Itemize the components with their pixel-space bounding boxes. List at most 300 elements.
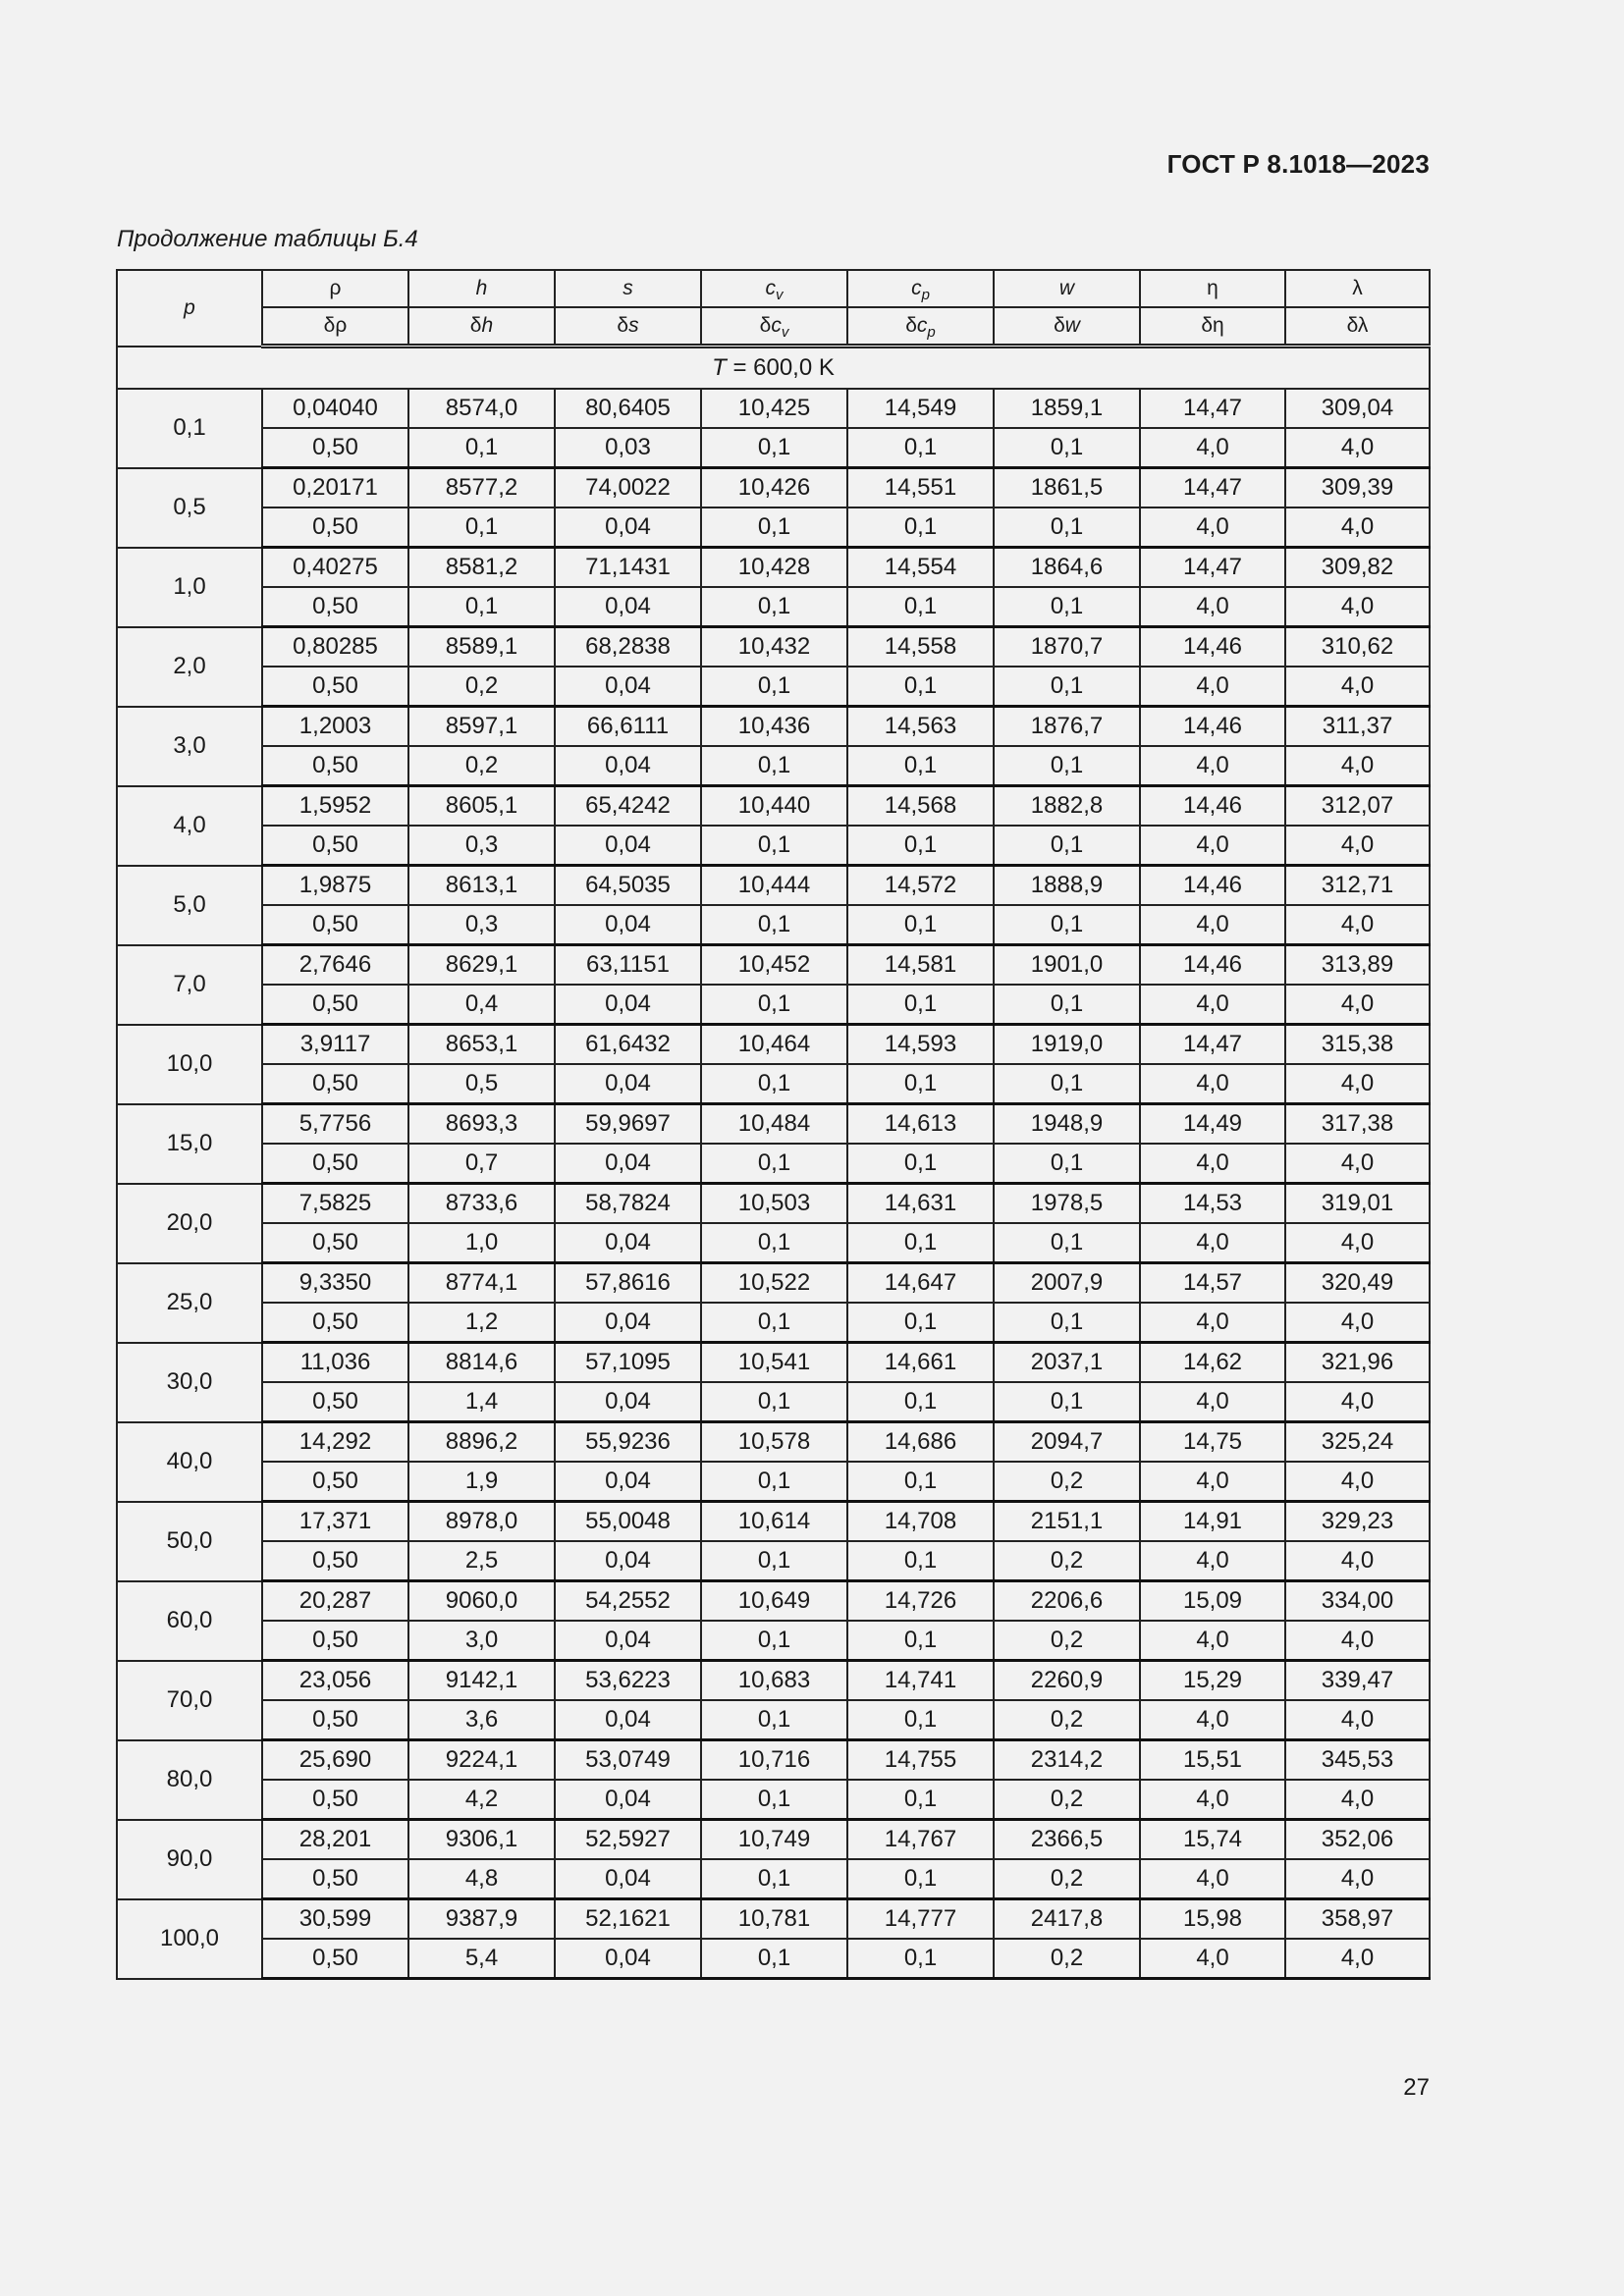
uncertainty-cell: 0,1 bbox=[994, 1144, 1140, 1184]
value-cell: 9387,9 bbox=[408, 1899, 555, 1940]
table-row bbox=[117, 389, 1430, 428]
uncertainty-cell: 4,0 bbox=[1140, 985, 1285, 1025]
uncertainty-cell: 0,1 bbox=[847, 1780, 994, 1820]
table-row bbox=[117, 945, 1430, 986]
value-cell: 10,428 bbox=[701, 548, 847, 588]
table-row-uncertainty bbox=[117, 985, 1430, 1025]
uncertainty-cell: 0,1 bbox=[701, 1223, 847, 1263]
value-cell: 52,1621 bbox=[555, 1899, 701, 1940]
value-cell: 1,2003 bbox=[262, 707, 408, 747]
value-cell: 14,551 bbox=[847, 468, 994, 508]
value-cell: 20,287 bbox=[262, 1581, 408, 1622]
value-cell: 63,1151 bbox=[555, 945, 701, 986]
column-header bbox=[262, 270, 408, 307]
table-row-uncertainty bbox=[117, 1064, 1430, 1104]
uncertainty-cell: 0,1 bbox=[701, 746, 847, 786]
uncertainty-cell: 4,0 bbox=[1140, 746, 1285, 786]
value-cell: 339,47 bbox=[1285, 1661, 1430, 1701]
value-cell: 14,47 bbox=[1140, 389, 1285, 428]
value-cell: 14,686 bbox=[847, 1422, 994, 1463]
value-cell: 2151,1 bbox=[994, 1502, 1140, 1542]
uncertainty-cell: 0,1 bbox=[701, 905, 847, 945]
pressure-header bbox=[117, 270, 262, 347]
uncertainty-cell: 4,0 bbox=[1285, 1859, 1430, 1899]
uncertainty-cell: 0,50 bbox=[262, 1462, 408, 1502]
value-cell: 11,036 bbox=[262, 1343, 408, 1383]
value-cell: 315,38 bbox=[1285, 1025, 1430, 1065]
uncertainty-cell: 0,1 bbox=[847, 587, 994, 627]
uncertainty-cell: 0,2 bbox=[994, 1541, 1140, 1581]
uncertainty-cell: 4,0 bbox=[1140, 1144, 1285, 1184]
uncertainty-cell: 0,2 bbox=[994, 1700, 1140, 1740]
value-cell: 1,9875 bbox=[262, 866, 408, 906]
table-row-uncertainty bbox=[117, 1462, 1430, 1502]
value-cell: 53,6223 bbox=[555, 1661, 701, 1701]
value-cell: 14,46 bbox=[1140, 866, 1285, 906]
uncertainty-cell: 0,1 bbox=[994, 1382, 1140, 1422]
value-cell: 10,578 bbox=[701, 1422, 847, 1463]
uncertainty-cell: 0,04 bbox=[555, 1621, 701, 1661]
value-cell: 358,97 bbox=[1285, 1899, 1430, 1940]
value-cell: 54,2552 bbox=[555, 1581, 701, 1622]
table-row-uncertainty bbox=[117, 1303, 1430, 1343]
value-cell: 14,581 bbox=[847, 945, 994, 986]
uncertainty-cell: 4,0 bbox=[1285, 1541, 1430, 1581]
pressure-cell: 60,0 bbox=[117, 1581, 262, 1661]
uncertainty-cell: 0,1 bbox=[408, 428, 555, 468]
uncertainty-symbol: δ bbox=[759, 314, 772, 337]
value-cell: 14,292 bbox=[262, 1422, 408, 1463]
value-cell: 1888,9 bbox=[994, 866, 1140, 906]
uncertainty-cell: 0,1 bbox=[701, 1541, 847, 1581]
uncertainty-cell: 0,1 bbox=[847, 826, 994, 866]
value-cell: 1876,7 bbox=[994, 707, 1140, 747]
value-cell: 1864,6 bbox=[994, 548, 1140, 588]
value-cell: 9224,1 bbox=[408, 1740, 555, 1781]
column-header bbox=[1285, 270, 1430, 307]
table-row-uncertainty bbox=[117, 587, 1430, 627]
table-row-uncertainty bbox=[117, 667, 1430, 707]
uncertainty-quantity: c bbox=[771, 314, 782, 337]
value-cell: 14,75 bbox=[1140, 1422, 1285, 1463]
pressure-cell: 30,0 bbox=[117, 1343, 262, 1422]
value-cell: 8653,1 bbox=[408, 1025, 555, 1065]
table-row-uncertainty bbox=[117, 1780, 1430, 1820]
uncertainty-cell: 3,6 bbox=[408, 1700, 555, 1740]
value-cell: 10,484 bbox=[701, 1104, 847, 1145]
uncertainty-cell: 4,0 bbox=[1285, 985, 1430, 1025]
uncertainty-header bbox=[847, 307, 994, 347]
uncertainty-cell: 0,04 bbox=[555, 1223, 701, 1263]
value-cell: 2094,7 bbox=[994, 1422, 1140, 1463]
column-symbol: ρ bbox=[329, 277, 342, 299]
table-row-uncertainty bbox=[117, 1223, 1430, 1263]
table-row bbox=[117, 707, 1430, 747]
table-row bbox=[117, 1820, 1430, 1860]
uncertainty-cell: 0,3 bbox=[408, 905, 555, 945]
uncertainty-cell: 4,0 bbox=[1140, 667, 1285, 707]
value-cell: 5,7756 bbox=[262, 1104, 408, 1145]
uncertainty-cell: 0,1 bbox=[701, 1303, 847, 1343]
uncertainty-cell: 0,04 bbox=[555, 1700, 701, 1740]
uncertainty-symbol: δ bbox=[905, 314, 917, 337]
uncertainty-cell: 0,50 bbox=[262, 1144, 408, 1184]
uncertainty-cell: 4,0 bbox=[1285, 1700, 1430, 1740]
table-row bbox=[117, 1581, 1430, 1622]
table-row-uncertainty bbox=[117, 826, 1430, 866]
uncertainty-cell: 4,0 bbox=[1285, 507, 1430, 548]
value-cell: 25,690 bbox=[262, 1740, 408, 1781]
uncertainty-cell: 4,0 bbox=[1285, 587, 1430, 627]
uncertainty-cell: 4,0 bbox=[1140, 1303, 1285, 1343]
temperature-value: = 600,0 K bbox=[726, 354, 835, 381]
table-row-uncertainty bbox=[117, 1144, 1430, 1184]
value-cell: 28,201 bbox=[262, 1820, 408, 1860]
table-row-uncertainty bbox=[117, 507, 1430, 548]
uncertainty-cell: 0,04 bbox=[555, 1939, 701, 1979]
value-cell: 0,20171 bbox=[262, 468, 408, 508]
uncertainty-cell: 0,04 bbox=[555, 985, 701, 1025]
pressure-cell: 5,0 bbox=[117, 866, 262, 945]
value-cell: 71,1431 bbox=[555, 548, 701, 588]
uncertainty-cell: 0,04 bbox=[555, 1541, 701, 1581]
uncertainty-header bbox=[1285, 307, 1430, 347]
table-row bbox=[117, 548, 1430, 588]
value-cell: 14,661 bbox=[847, 1343, 994, 1383]
uncertainty-cell: 0,1 bbox=[701, 1780, 847, 1820]
value-cell: 10,749 bbox=[701, 1820, 847, 1860]
uncertainty-cell: 0,1 bbox=[701, 507, 847, 548]
uncertainty-quantity: w bbox=[1064, 314, 1080, 337]
pressure-cell: 0,1 bbox=[117, 389, 262, 468]
uncertainty-cell: 0,1 bbox=[994, 826, 1140, 866]
uncertainty-cell: 0,2 bbox=[408, 667, 555, 707]
value-cell: 59,9697 bbox=[555, 1104, 701, 1145]
uncertainty-cell: 0,1 bbox=[701, 587, 847, 627]
value-cell: 8589,1 bbox=[408, 627, 555, 667]
uncertainty-cell: 4,2 bbox=[408, 1780, 555, 1820]
uncertainty-cell: 4,0 bbox=[1140, 826, 1285, 866]
uncertainty-cell: 0,50 bbox=[262, 1859, 408, 1899]
uncertainty-cell: 0,1 bbox=[994, 667, 1140, 707]
column-symbol: w bbox=[1058, 277, 1075, 299]
table-row bbox=[117, 468, 1430, 508]
value-cell: 10,444 bbox=[701, 866, 847, 906]
uncertainty-cell: 0,1 bbox=[994, 428, 1140, 468]
value-cell: 334,00 bbox=[1285, 1581, 1430, 1622]
value-cell: 14,568 bbox=[847, 786, 994, 827]
uncertainty-symbol: δ bbox=[1054, 314, 1065, 337]
uncertainty-cell: 0,1 bbox=[847, 667, 994, 707]
uncertainty-cell: 0,1 bbox=[994, 985, 1140, 1025]
column-subscript: p bbox=[921, 287, 930, 303]
uncertainty-cell: 0,04 bbox=[555, 1303, 701, 1343]
value-cell: 15,29 bbox=[1140, 1661, 1285, 1701]
uncertainty-cell: 1,2 bbox=[408, 1303, 555, 1343]
header-row-quantities bbox=[117, 270, 1430, 307]
value-cell: 329,23 bbox=[1285, 1502, 1430, 1542]
table-row-uncertainty bbox=[117, 1621, 1430, 1661]
value-cell: 8978,0 bbox=[408, 1502, 555, 1542]
uncertainty-quantity: s bbox=[628, 314, 639, 337]
uncertainty-cell: 0,50 bbox=[262, 1700, 408, 1740]
table-row bbox=[117, 1899, 1430, 1940]
uncertainty-cell: 0,1 bbox=[847, 428, 994, 468]
value-cell: 320,49 bbox=[1285, 1263, 1430, 1304]
header-row-uncertainties bbox=[117, 307, 1430, 347]
pressure-cell: 40,0 bbox=[117, 1422, 262, 1502]
temperature-row bbox=[117, 347, 1430, 390]
uncertainty-cell: 4,0 bbox=[1140, 1382, 1285, 1422]
value-cell: 64,5035 bbox=[555, 866, 701, 906]
uncertainty-cell: 0,04 bbox=[555, 826, 701, 866]
uncertainty-symbol: δλ bbox=[1346, 314, 1369, 337]
uncertainty-header bbox=[994, 307, 1140, 347]
value-cell: 8774,1 bbox=[408, 1263, 555, 1304]
value-cell: 2037,1 bbox=[994, 1343, 1140, 1383]
column-symbol: h bbox=[475, 277, 488, 299]
page-number: 27 bbox=[1403, 2074, 1430, 2101]
uncertainty-cell: 0,1 bbox=[994, 1064, 1140, 1104]
uncertainty-cell: 4,0 bbox=[1140, 1621, 1285, 1661]
value-cell: 68,2838 bbox=[555, 627, 701, 667]
uncertainty-cell: 0,04 bbox=[555, 507, 701, 548]
value-cell: 10,541 bbox=[701, 1343, 847, 1383]
table-row bbox=[117, 1263, 1430, 1304]
uncertainty-cell: 4,0 bbox=[1285, 1780, 1430, 1820]
value-cell: 52,5927 bbox=[555, 1820, 701, 1860]
pressure-cell: 1,0 bbox=[117, 548, 262, 627]
uncertainty-cell: 0,50 bbox=[262, 1223, 408, 1263]
value-cell: 8896,2 bbox=[408, 1422, 555, 1463]
pressure-cell: 100,0 bbox=[117, 1899, 262, 1979]
value-cell: 0,80285 bbox=[262, 627, 408, 667]
value-cell: 58,7824 bbox=[555, 1184, 701, 1224]
value-cell: 313,89 bbox=[1285, 945, 1430, 986]
value-cell: 1882,8 bbox=[994, 786, 1140, 827]
uncertainty-cell: 0,50 bbox=[262, 667, 408, 707]
pressure-cell: 0,5 bbox=[117, 468, 262, 548]
value-cell: 2260,9 bbox=[994, 1661, 1140, 1701]
uncertainty-cell: 0,1 bbox=[701, 1382, 847, 1422]
pressure-cell: 70,0 bbox=[117, 1661, 262, 1740]
value-cell: 8733,6 bbox=[408, 1184, 555, 1224]
uncertainty-cell: 4,0 bbox=[1285, 428, 1430, 468]
uncertainty-cell: 0,7 bbox=[408, 1144, 555, 1184]
value-cell: 65,4242 bbox=[555, 786, 701, 827]
uncertainty-cell: 0,04 bbox=[555, 746, 701, 786]
uncertainty-cell: 0,50 bbox=[262, 1541, 408, 1581]
uncertainty-cell: 0,4 bbox=[408, 985, 555, 1025]
value-cell: 14,558 bbox=[847, 627, 994, 667]
value-cell: 14,554 bbox=[847, 548, 994, 588]
value-cell: 9142,1 bbox=[408, 1661, 555, 1701]
value-cell: 14,613 bbox=[847, 1104, 994, 1145]
uncertainty-cell: 4,0 bbox=[1140, 905, 1285, 945]
value-cell: 317,38 bbox=[1285, 1104, 1430, 1145]
value-cell: 9306,1 bbox=[408, 1820, 555, 1860]
uncertainty-cell: 0,04 bbox=[555, 905, 701, 945]
value-cell: 8581,2 bbox=[408, 548, 555, 588]
value-cell: 30,599 bbox=[262, 1899, 408, 1940]
value-cell: 17,371 bbox=[262, 1502, 408, 1542]
value-cell: 14,563 bbox=[847, 707, 994, 747]
uncertainty-cell: 0,1 bbox=[994, 746, 1140, 786]
uncertainty-subscript: v bbox=[781, 324, 789, 341]
value-cell: 9,3350 bbox=[262, 1263, 408, 1304]
uncertainty-cell: 1,0 bbox=[408, 1223, 555, 1263]
uncertainty-cell: 0,2 bbox=[994, 1621, 1140, 1661]
uncertainty-cell: 1,9 bbox=[408, 1462, 555, 1502]
value-cell: 14,46 bbox=[1140, 707, 1285, 747]
value-cell: 14,49 bbox=[1140, 1104, 1285, 1145]
value-cell: 80,6405 bbox=[555, 389, 701, 428]
uncertainty-cell: 0,03 bbox=[555, 428, 701, 468]
pressure-cell: 15,0 bbox=[117, 1104, 262, 1184]
uncertainty-cell: 0,2 bbox=[994, 1939, 1140, 1979]
value-cell: 14,631 bbox=[847, 1184, 994, 1224]
table-row-uncertainty bbox=[117, 1700, 1430, 1740]
pressure-cell: 50,0 bbox=[117, 1502, 262, 1581]
value-cell: 1948,9 bbox=[994, 1104, 1140, 1145]
uncertainty-cell: 0,1 bbox=[847, 1144, 994, 1184]
value-cell: 14,47 bbox=[1140, 1025, 1285, 1065]
uncertainty-cell: 0,50 bbox=[262, 1939, 408, 1979]
value-cell: 2007,9 bbox=[994, 1263, 1140, 1304]
uncertainty-cell: 0,1 bbox=[701, 985, 847, 1025]
uncertainty-cell: 0,50 bbox=[262, 985, 408, 1025]
uncertainty-cell: 0,1 bbox=[701, 1859, 847, 1899]
table-row bbox=[117, 1502, 1430, 1542]
table-row-uncertainty bbox=[117, 905, 1430, 945]
value-cell: 3,9117 bbox=[262, 1025, 408, 1065]
value-cell: 10,440 bbox=[701, 786, 847, 827]
uncertainty-symbol: δρ bbox=[323, 314, 348, 337]
uncertainty-cell: 4,0 bbox=[1140, 1064, 1285, 1104]
table-row bbox=[117, 1104, 1430, 1145]
value-cell: 15,74 bbox=[1140, 1820, 1285, 1860]
value-cell: 15,51 bbox=[1140, 1740, 1285, 1781]
table-row-uncertainty bbox=[117, 428, 1430, 468]
uncertainty-cell: 0,50 bbox=[262, 1303, 408, 1343]
uncertainty-cell: 0,1 bbox=[847, 985, 994, 1025]
uncertainty-cell: 0,1 bbox=[847, 1700, 994, 1740]
uncertainty-cell: 0,2 bbox=[994, 1462, 1140, 1502]
uncertainty-cell: 0,1 bbox=[994, 1303, 1140, 1343]
value-cell: 345,53 bbox=[1285, 1740, 1430, 1781]
uncertainty-cell: 0,1 bbox=[701, 826, 847, 866]
uncertainty-cell: 4,0 bbox=[1285, 1303, 1430, 1343]
uncertainty-cell: 0,04 bbox=[555, 1780, 701, 1820]
uncertainty-cell: 0,04 bbox=[555, 1144, 701, 1184]
uncertainty-cell: 0,50 bbox=[262, 428, 408, 468]
uncertainty-cell: 4,0 bbox=[1140, 428, 1285, 468]
table-row-uncertainty bbox=[117, 746, 1430, 786]
uncertainty-cell: 0,1 bbox=[994, 905, 1140, 945]
table-row-uncertainty bbox=[117, 1859, 1430, 1899]
uncertainty-cell: 3,0 bbox=[408, 1621, 555, 1661]
value-cell: 1861,5 bbox=[994, 468, 1140, 508]
temperature-symbol: T bbox=[712, 354, 727, 381]
pressure-cell: 80,0 bbox=[117, 1740, 262, 1820]
column-header bbox=[408, 270, 555, 307]
temperature-label bbox=[117, 347, 1430, 390]
column-symbol: η bbox=[1207, 277, 1218, 299]
uncertainty-cell: 0,1 bbox=[701, 667, 847, 707]
uncertainty-cell: 0,1 bbox=[847, 1462, 994, 1502]
uncertainty-cell: 0,1 bbox=[701, 1144, 847, 1184]
uncertainty-cell: 1,4 bbox=[408, 1382, 555, 1422]
value-cell: 14,593 bbox=[847, 1025, 994, 1065]
uncertainty-cell: 0,1 bbox=[847, 1223, 994, 1263]
value-cell: 10,522 bbox=[701, 1263, 847, 1304]
value-cell: 309,39 bbox=[1285, 468, 1430, 508]
uncertainty-cell: 4,0 bbox=[1285, 1382, 1430, 1422]
column-header bbox=[701, 270, 847, 307]
pressure-cell: 7,0 bbox=[117, 945, 262, 1025]
value-cell: 325,24 bbox=[1285, 1422, 1430, 1463]
value-cell: 14,46 bbox=[1140, 786, 1285, 827]
uncertainty-cell: 0,1 bbox=[847, 905, 994, 945]
uncertainty-cell: 4,8 bbox=[408, 1859, 555, 1899]
value-cell: 14,47 bbox=[1140, 548, 1285, 588]
value-cell: 14,549 bbox=[847, 389, 994, 428]
value-cell: 352,06 bbox=[1285, 1820, 1430, 1860]
pressure-cell: 3,0 bbox=[117, 707, 262, 786]
value-cell: 53,0749 bbox=[555, 1740, 701, 1781]
table-row bbox=[117, 1343, 1430, 1383]
uncertainty-cell: 0,2 bbox=[994, 1859, 1140, 1899]
uncertainty-cell: 0,1 bbox=[847, 746, 994, 786]
uncertainty-cell: 4,0 bbox=[1285, 1462, 1430, 1502]
uncertainty-header bbox=[555, 307, 701, 347]
column-header bbox=[994, 270, 1140, 307]
pressure-cell: 4,0 bbox=[117, 786, 262, 866]
uncertainty-cell: 4,0 bbox=[1140, 1939, 1285, 1979]
uncertainty-cell: 0,50 bbox=[262, 746, 408, 786]
uncertainty-cell: 0,1 bbox=[701, 1462, 847, 1502]
value-cell: 57,1095 bbox=[555, 1343, 701, 1383]
uncertainty-cell: 4,0 bbox=[1140, 507, 1285, 548]
uncertainty-cell: 0,1 bbox=[847, 1939, 994, 1979]
value-cell: 8814,6 bbox=[408, 1343, 555, 1383]
value-cell: 1870,7 bbox=[994, 627, 1140, 667]
value-cell: 14,53 bbox=[1140, 1184, 1285, 1224]
uncertainty-cell: 0,50 bbox=[262, 1382, 408, 1422]
value-cell: 15,98 bbox=[1140, 1899, 1285, 1940]
uncertainty-cell: 0,1 bbox=[847, 1859, 994, 1899]
uncertainty-cell: 0,04 bbox=[555, 1462, 701, 1502]
column-subscript: v bbox=[776, 287, 784, 303]
pressure-cell: 20,0 bbox=[117, 1184, 262, 1263]
value-cell: 23,056 bbox=[262, 1661, 408, 1701]
value-cell: 311,37 bbox=[1285, 707, 1430, 747]
uncertainty-cell: 0,50 bbox=[262, 507, 408, 548]
value-cell: 2314,2 bbox=[994, 1740, 1140, 1781]
value-cell: 74,0022 bbox=[555, 468, 701, 508]
pressure-cell: 90,0 bbox=[117, 1820, 262, 1899]
pressure-cell: 25,0 bbox=[117, 1263, 262, 1343]
value-cell: 310,62 bbox=[1285, 627, 1430, 667]
value-cell: 2206,6 bbox=[994, 1581, 1140, 1622]
uncertainty-symbol: δ bbox=[469, 314, 482, 337]
value-cell: 2417,8 bbox=[994, 1899, 1140, 1940]
uncertainty-cell: 0,04 bbox=[555, 1859, 701, 1899]
uncertainty-cell: 0,1 bbox=[847, 1303, 994, 1343]
value-cell: 10,452 bbox=[701, 945, 847, 986]
value-cell: 319,01 bbox=[1285, 1184, 1430, 1224]
uncertainty-cell: 0,1 bbox=[847, 1621, 994, 1661]
